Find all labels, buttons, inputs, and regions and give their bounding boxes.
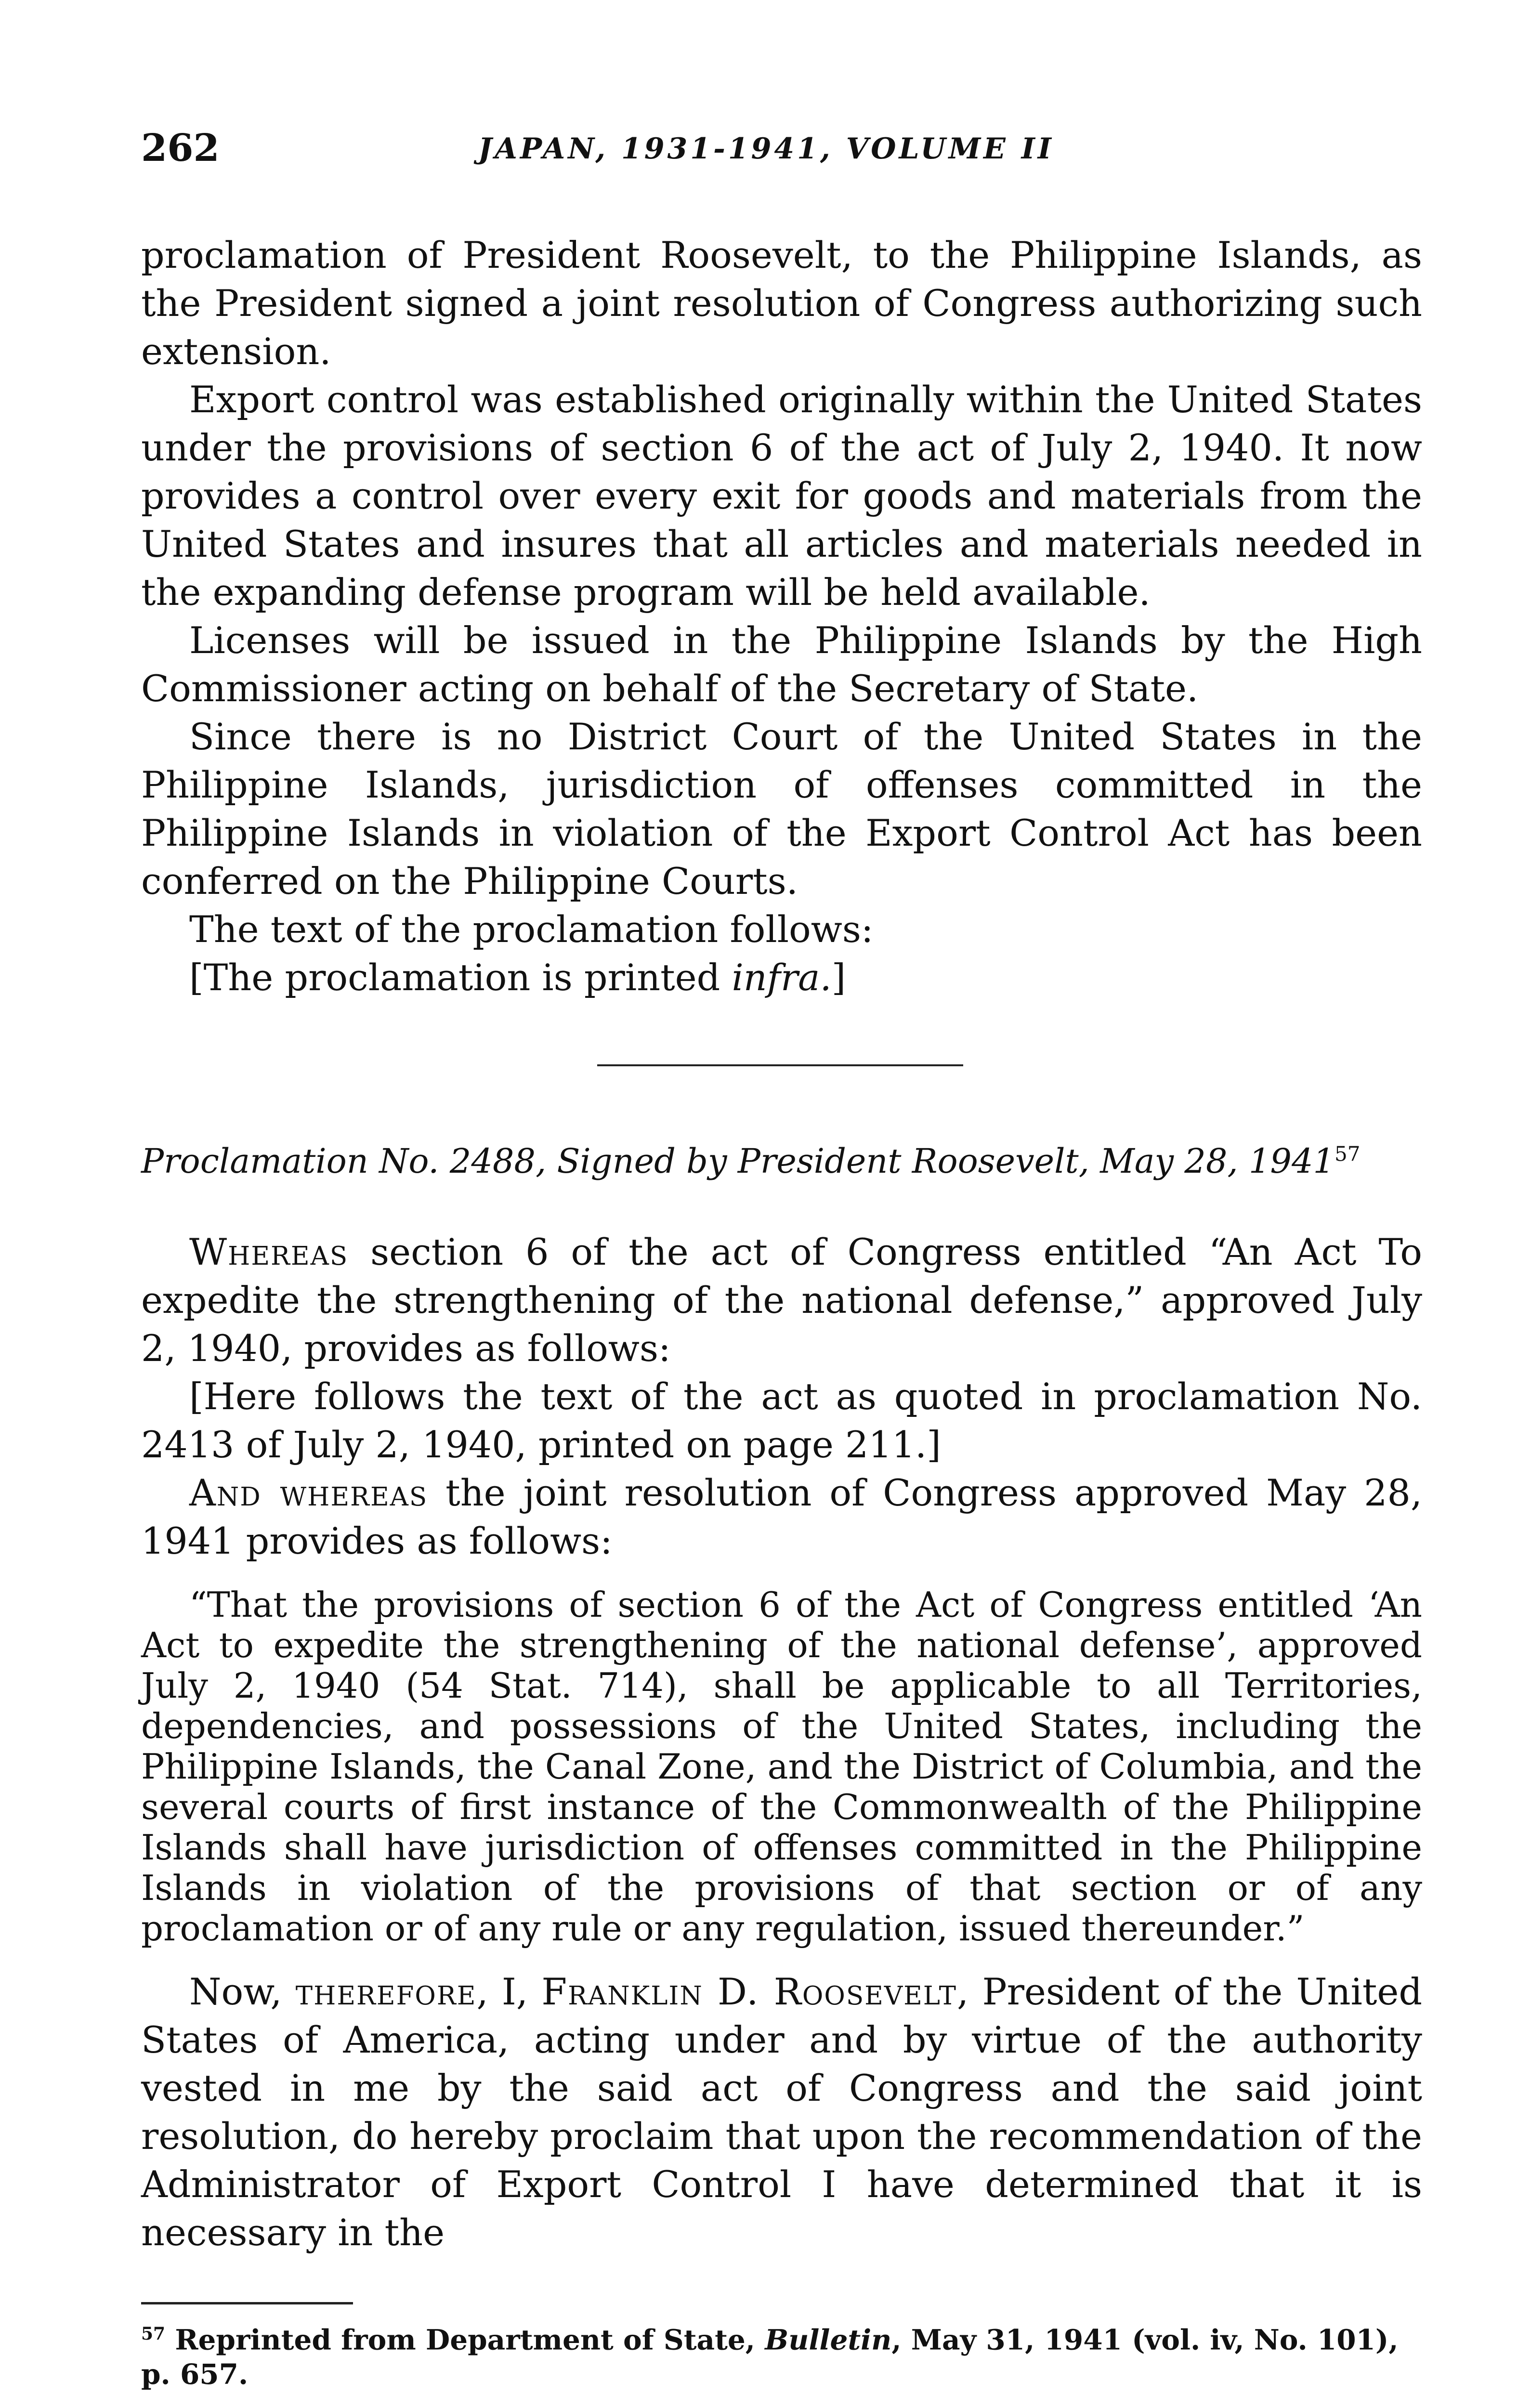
running-head: JAPAN, 1931-1941, VOLUME II <box>478 132 1054 166</box>
intro-section <box>141 231 1422 1002</box>
proclamation-body <box>141 1228 1422 2257</box>
paragraph: proclamation of President Roosevelt, to the Philippine Islands, as the President signed a joint resolution of Congress authorizing such extension. <box>141 234 1422 373</box>
section-divider <box>597 1064 963 1066</box>
small-caps-text: therefore <box>295 1970 477 2013</box>
italic-text: infra. <box>732 956 832 999</box>
text: , President of the United States of America, acting under and by virtue of the authority vested in me by the said act of Congress and the said joint resolution, do hereby proclaim that upon the recommendation of the Administrator of Export Control I have determined that it is necessary in the <box>141 1970 1423 2254</box>
paragraph <box>141 1469 1422 1565</box>
paragraph <box>141 954 1422 1002</box>
small-caps-text: And whereas <box>189 1471 428 1514</box>
footnote-ref: 57 <box>1335 1142 1361 1166</box>
paragraph <box>141 1228 1422 1373</box>
text: section 6 of the act of Congress entitled “An Act To expedite the strengthening of the national defense,” approved July 2, 1940, provides as follows: <box>141 1230 1422 1370</box>
paragraph: Since there is no District Court of the United States in the Philippine Islands, jurisdiction of offenses committed in the Philippine Islands in violation of the Export Control Act has been conferred on the Philippine Courts. <box>141 715 1422 903</box>
text: , May 31, 1941 (vol. iv, No. 101), p. 657. <box>141 2323 1399 2391</box>
proclamation-title <box>141 1141 1422 1181</box>
title-text: Proclamation No. 2488, Signed by President Roosevelt, May 28, 1941 <box>141 1141 1335 1181</box>
paragraph: [Here follows the text of the act as quoted in proclamation No. 2413 of July 2, 1940, printed on page 211.] <box>141 1375 1422 1466</box>
paragraph: The text of the proclamation follows: <box>189 908 874 951</box>
text: ] <box>831 956 846 999</box>
paragraph <box>141 1968 1422 2257</box>
small-caps-text: Whereas <box>189 1230 349 1273</box>
small-caps-text: Franklin D. Roosevelt <box>541 1970 957 2013</box>
paragraph: Licenses will be issued in the Philippine Islands by the High Commissioner acting on behalf of the Secretary of State. <box>141 619 1422 710</box>
page-header <box>141 126 1422 184</box>
text: [The proclamation is printed <box>189 956 732 999</box>
quoted-resolution: “That the provisions of section 6 of the Act of Congress entitled ‘An Act to expedite the strengthening of the national defense’, approved July 2, 1940 (54 Stat. 714), shall be applicable to all Territories, dependencies, and possessions of the United States, including the Philippine Islands, the Canal Zone, and the District of Columbia, and the several courts of first instance of the Commonwealth of the Philippine Islands shall have jurisdiction of offenses committed in the Philippine Islands in violation of the provisions of that section or of any proclamation or of any rule or any regulation, issued thereunder.” <box>141 1584 1422 1949</box>
page-number: 262 <box>141 126 220 170</box>
text: Reprinted from Department of State, <box>175 2323 765 2356</box>
text: Now, <box>189 1970 296 2013</box>
italic-text: Bulletin <box>765 2323 892 2356</box>
footnote-divider <box>141 2302 353 2304</box>
text: , I, <box>476 1970 542 2013</box>
footnote <box>141 2316 1422 2392</box>
footnote-number: 57 <box>141 2324 166 2344</box>
text: the joint resolution of Congress approved May 28, 1941 provides as follows: <box>141 1471 1422 1562</box>
paragraph: Export control was established originally within the United States under the provisions of section 6 of the act of July 2, 1940. It now provides a control over every exit for goods and materials from the United States and insures that all articles and materials needed in the expanding defense program will be held available. <box>141 378 1422 614</box>
